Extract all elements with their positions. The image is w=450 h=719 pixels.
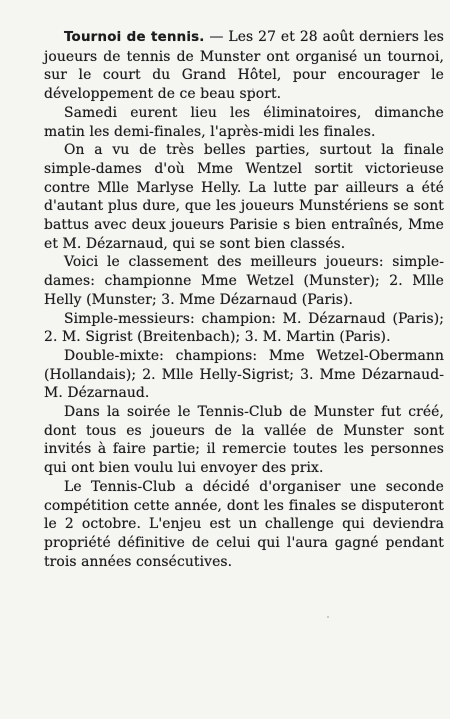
article-intro-text: — Les 27 et 28 août derniers les joueurs de tennis de Munster ont organisé un tournoi, sur le court du Grand Hôtel, pour encourager le développement de ce beau sport. xyxy=(44,29,444,103)
print-speck xyxy=(327,616,329,618)
print-speck xyxy=(252,88,254,90)
paragraph-tennis-club-creation: Dans la soirée le Tennis-Club de Munster fut créé, dont tous es joueurs de la vallée de Munster sont invités à faire partie; il remercie toutes les personnes qui ont bien voulu lui envoyer des prix. xyxy=(44,404,444,477)
article-headline: Tournoi de tennis. xyxy=(64,30,205,45)
paragraph-finale-simple-dames: On a vu de très belles parties, surtout la finale simple-dames d'où Mme Wentzel sortit victorieuse contre Mlle Marlyse Helly. La lutte par ailleurs a été d'autant plus dure, que les joueurs Munstériens se sont battus avec deux joueurs Parisie s bien entraînés, Mme et M. Dézarnaud, qui se sont bien classés. xyxy=(44,142,444,252)
paragraph-double-mixte: Double-mixte: champions: Mme Wetzel-Obermann (Hollandais); 2. Mlle Helly-Sigrist; 3. Mme Dézarnaud-M. Dézarnaud. xyxy=(44,347,444,402)
article-body xyxy=(44,28,444,571)
paragraph-seconde-competition: Le Tennis-Club a décidé d'organiser une seconde compétition cette année, dont les finales se disputeront le 2 octobre. L'enjeu est un challenge qui deviendra propriété définitive de celui qui l'aura gagné pendant trois années consécutives. xyxy=(44,478,444,570)
paragraph-classement-simple-dames: Voici le classement des meilleurs joueurs: simple-dames: championne Mme Wetzel (Munster); 2. Mlle Helly (Munster; 3. Mme Dézarnaud (Paris). xyxy=(44,254,444,308)
paragraph-eliminatoires: Samedi eurent lieu les éliminatoires, dimanche matin les demi-finales, l'après-midi les finales. xyxy=(44,104,444,140)
paragraph-simple-messieurs: Simple-messieurs: champion: M. Dézarnaud (Paris); 2. M. Sigrist (Breitenbach); 3. M. Martin (Paris). xyxy=(44,310,444,346)
article-intro-paragraph xyxy=(44,28,444,104)
